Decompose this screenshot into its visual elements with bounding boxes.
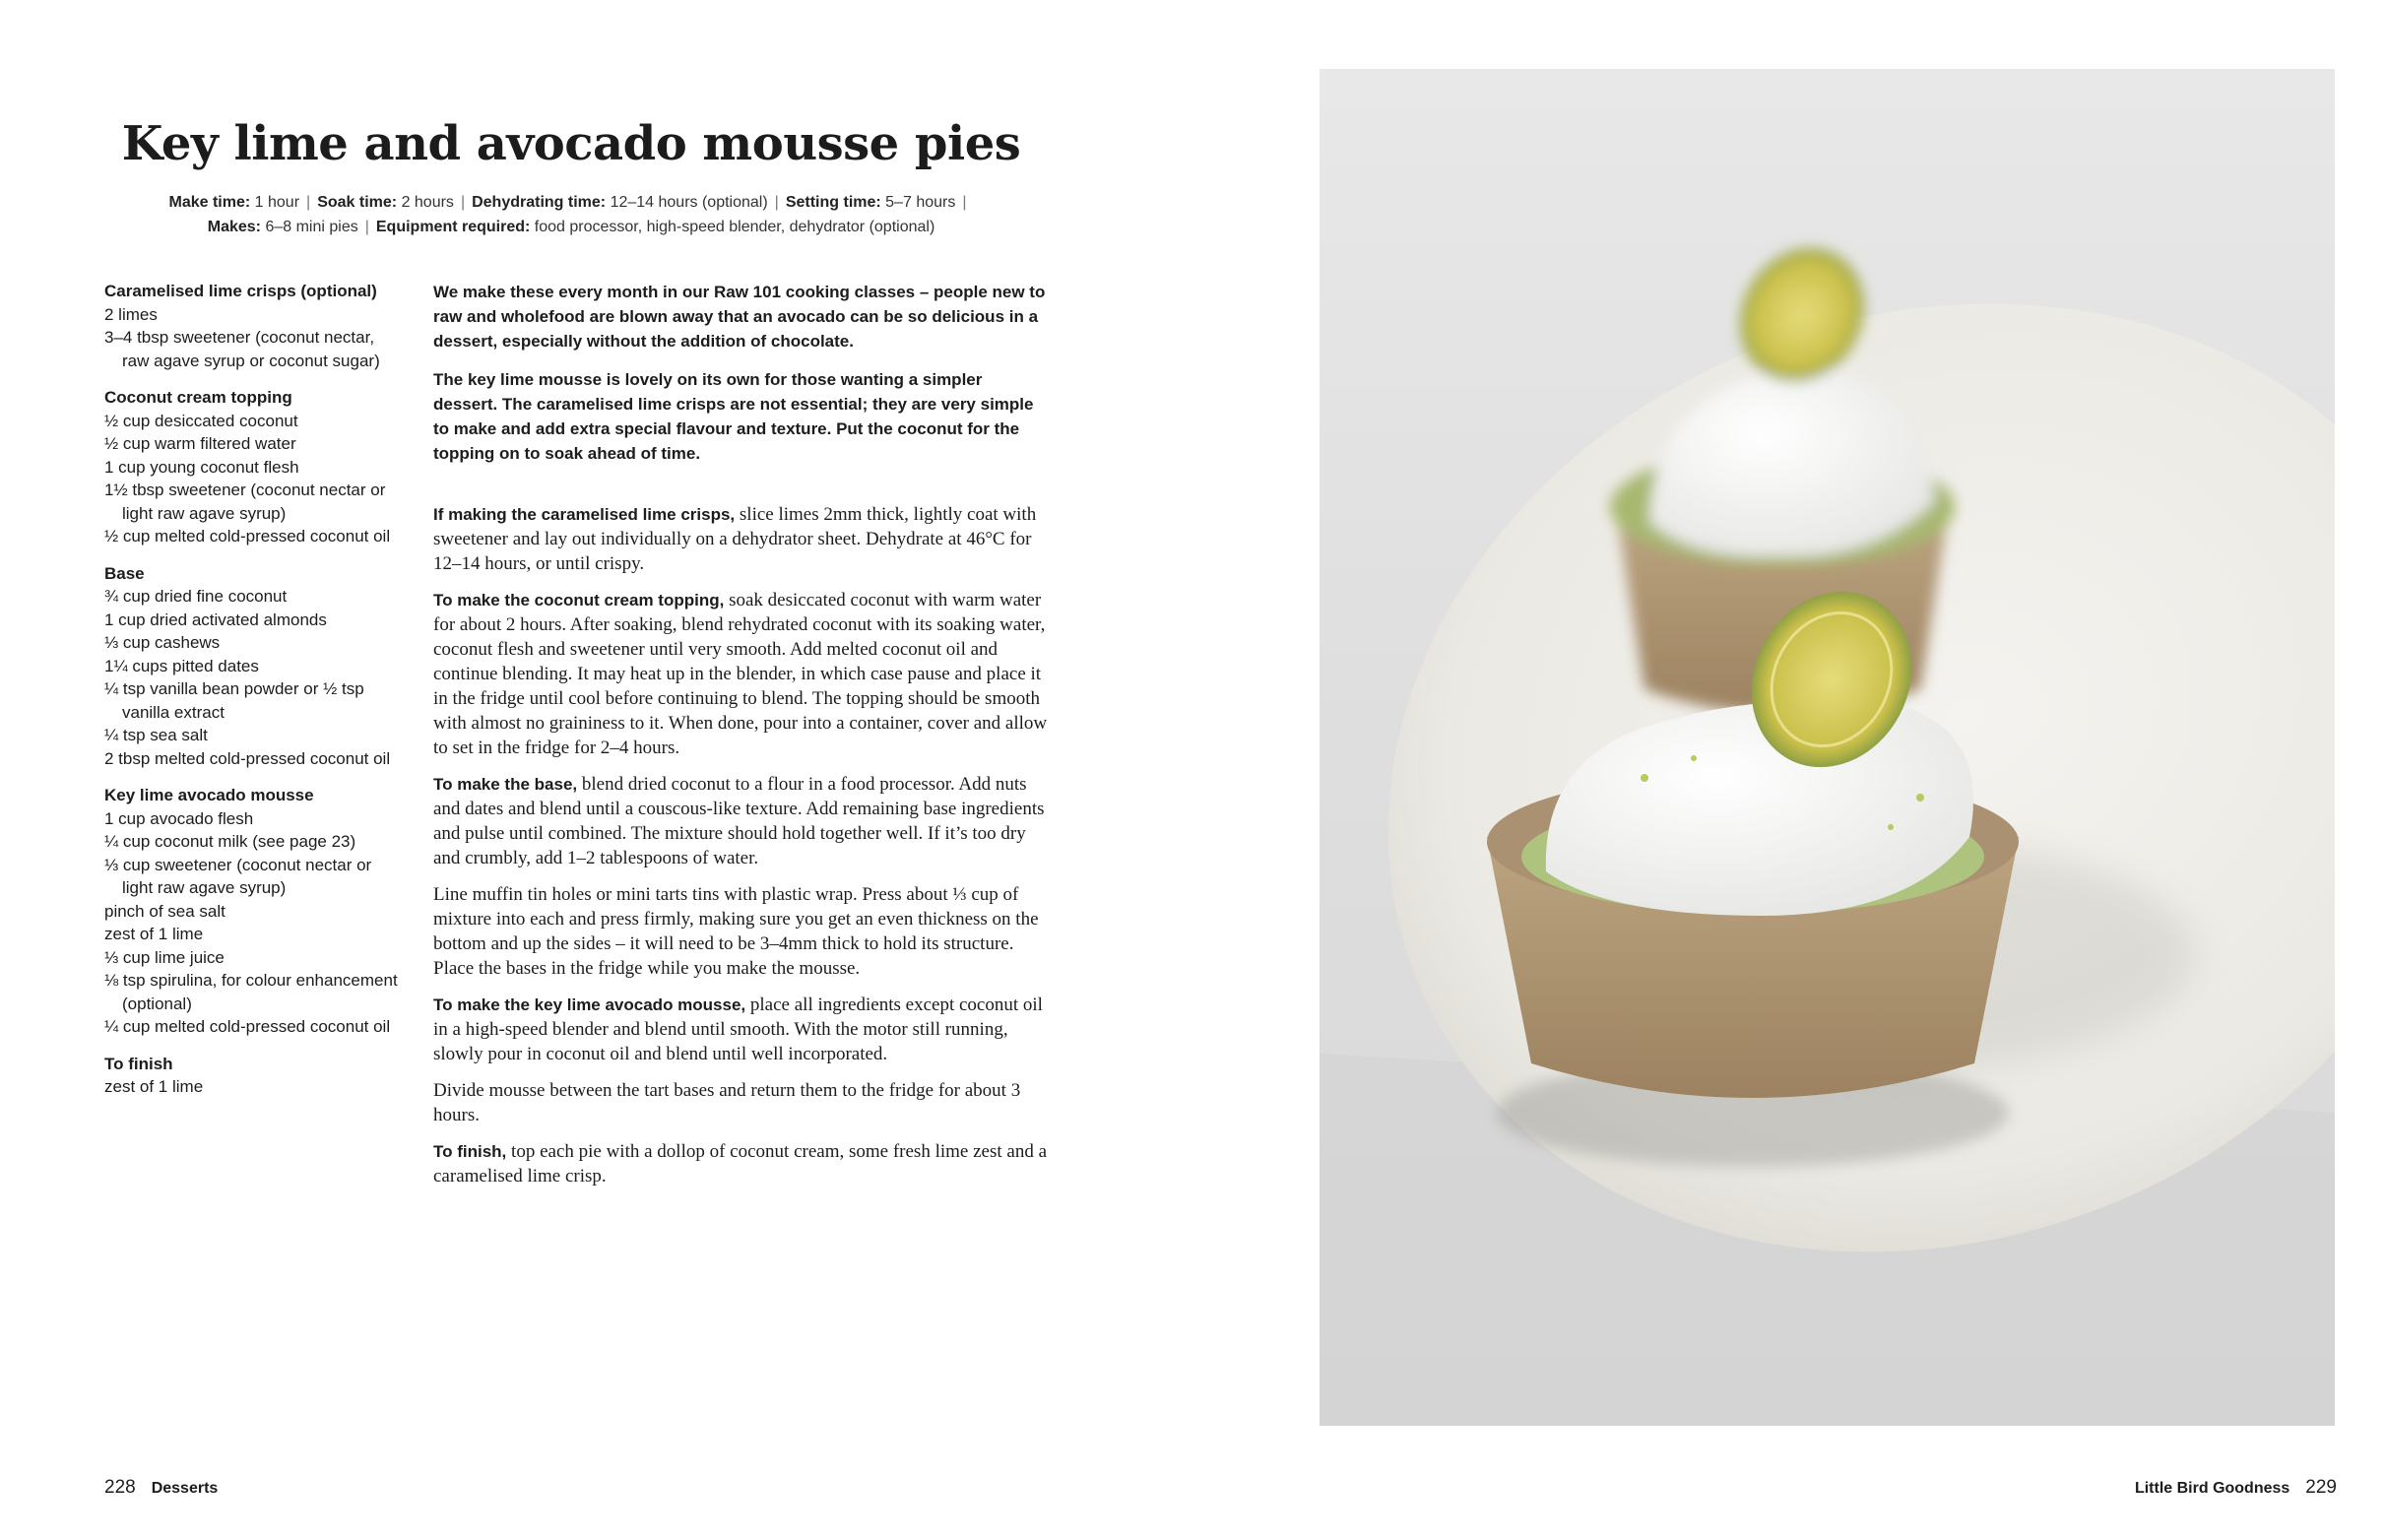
ingredient-group-heading: To finish <box>104 1054 173 1073</box>
meta-value: 1 hour <box>254 194 300 211</box>
method-step-text: top each pie with a dollop of coconut cream, some fresh lime zest and a caramelised lime crisp. <box>433 1141 1047 1187</box>
meta-value: 12–14 hours (optional) <box>610 194 768 211</box>
meta-label: Equipment required: <box>375 219 531 235</box>
footer-left <box>104 1477 218 1499</box>
meta-label: Dehydrating time: <box>472 194 607 211</box>
ingredient-item: ⅛ tsp spirulina, for colour enhancement (optional) <box>104 971 398 1013</box>
meta-separator: | <box>962 194 967 211</box>
ingredient-group <box>104 280 400 372</box>
ingredient-item: ½ cup desiccated coconut <box>104 411 298 430</box>
ingredient-item: ¼ tsp vanilla bean powder or ½ tsp vanilla extract <box>104 679 364 722</box>
method-step-lead: To make the coconut cream topping, <box>433 591 725 610</box>
method-step <box>433 1139 1049 1188</box>
meta-separator: | <box>306 194 311 211</box>
ingredient-item: 1 cup young coconut flesh <box>104 457 299 477</box>
method-step <box>433 1078 1049 1127</box>
ingredient-item: zest of 1 lime <box>104 1077 204 1096</box>
method-step-text: place all ingredients except coconut oil in a high-speed blender and blend until smooth. With the motor still running, slowly pour in coconut oil and blend until well incorporated. <box>433 995 1043 1064</box>
ingredients-list <box>104 280 400 1113</box>
footer-right <box>2135 1477 2337 1499</box>
meta-label: Setting time: <box>785 194 881 211</box>
recipe-meta <box>79 190 1063 239</box>
method-step <box>433 882 1049 981</box>
method-step-lead: To make the key lime avocado mousse, <box>433 995 746 1014</box>
ingredient-item: 1 cup avocado flesh <box>104 808 254 828</box>
intro-paragraph: The key lime mousse is lovely on its own for those wanting a simpler dessert. The caramelised lime crisps are not essential; they are very simple to make and add extra special flavour and texture. Put the coconut for the topping on to soak ahead of time. <box>433 370 1034 463</box>
ingredient-item: ¼ cup melted cold-pressed coconut oil <box>104 1017 391 1036</box>
dessert-photo <box>1320 69 2335 1426</box>
method-step-text: soak desiccated coconut with warm water for about 2 hours. After soaking, blend rehydrated coconut with its soaking water, coconut flesh and sweetener until very smooth. Add melted coconut oil and continue blending. It may heat up in the blender, in which case pause and place it in the fridge until cool before continuing to blend. The topping should be smooth with almost no graininess to it. When done, pour into a container, cover and allow to set in the fridge for 2–4 hours. <box>433 590 1048 758</box>
method-step-lead: To finish, <box>433 1142 507 1161</box>
meta-value: 6–8 mini pies <box>265 219 358 235</box>
ingredient-item: ¼ tsp sea salt <box>104 726 208 744</box>
meta-line-2 <box>79 215 1063 239</box>
ingredient-item: ¾ cup dried fine coconut <box>104 587 288 606</box>
ingredient-item: ¼ cup coconut milk (see page 23) <box>104 832 356 851</box>
section-name-left: Desserts <box>151 1480 219 1497</box>
ingredient-item: ½ cup warm filtered water <box>104 434 296 453</box>
ingredient-item: ½ cup melted cold-pressed coconut oil <box>104 527 391 545</box>
method-step-lead: To make the base, <box>433 775 578 794</box>
ingredient-group-heading: Key lime avocado mousse <box>104 786 314 804</box>
ingredient-item: 1¼ cups pitted dates <box>104 656 259 675</box>
method-step-text: blend dried coconut to a flour in a food processor. Add nuts and dates and blend until a couscous-like texture. Add remaining base ingredients and pulse until combined. The mixture should hold together well. If it’s too dry and crumbly, add 1–2 tablespoons of water. <box>433 774 1045 868</box>
method-step-lead: If making the caramelised lime crisps, <box>433 505 736 524</box>
ingredient-item: pinch of sea salt <box>104 901 226 921</box>
meta-value: 5–7 hours <box>885 194 956 211</box>
ingredient-group <box>104 562 400 771</box>
ingredient-group <box>104 386 400 548</box>
meta-line-1 <box>79 190 1063 215</box>
meta-label: Soak time: <box>317 194 398 211</box>
ingredient-group-heading: Base <box>104 563 145 583</box>
method-step <box>433 502 1049 576</box>
meta-separator: | <box>460 194 466 211</box>
ingredient-item: 1 cup dried activated almonds <box>104 610 327 629</box>
recipe-title: Key lime and avocado mousse pies <box>121 116 1021 171</box>
meta-value: 2 hours <box>401 194 454 211</box>
ingredient-group <box>104 784 400 1039</box>
meta-label: Make time: <box>168 194 251 211</box>
ingredient-group-heading: Coconut cream topping <box>104 388 292 407</box>
ingredient-item: 2 limes <box>104 304 158 324</box>
page-number-right: 229 <box>2305 1477 2337 1498</box>
ingredient-item: 1½ tbsp sweetener (coconut nectar or light raw agave syrup) <box>104 481 386 523</box>
meta-separator: | <box>774 194 779 211</box>
ingredient-group <box>104 1053 400 1099</box>
method-step-text: Divide mousse between the tart bases and return them to the fridge for about 3 hours. <box>433 1080 1021 1125</box>
method-step-text: Line muffin tin holes or mini tarts tins with plastic wrap. Press about ⅓ cup of mixture into each and press firmly, making sure you get an even thickness on the bottom and up the sides – it will need to be 3–4mm thick to hold its structure. Place the bases in the fridge while you make the mousse. <box>433 884 1039 979</box>
ingredient-group-heading: Caramelised lime crisps (optional) <box>104 282 377 300</box>
page-number-left: 228 <box>104 1477 136 1498</box>
ingredient-item: ⅓ cup lime juice <box>104 947 225 967</box>
method-step-text: slice limes 2mm thick, lightly coat with sweetener and lay out individually on a dehydrator sheet. Dehydrate at 46°C for 12–14 hours, or until crispy. <box>433 504 1037 574</box>
method-step <box>433 772 1049 870</box>
section-name-right: Little Bird Goodness <box>2134 1480 2290 1497</box>
method-steps <box>433 502 1049 1200</box>
ingredient-item: ⅓ cup sweetener (coconut nectar or light raw agave syrup) <box>104 855 372 897</box>
intro-paragraph: We make these every month in our Raw 101 cooking classes – people new to raw and wholefood are blown away that an avocado can be so delicious in a dessert, especially without the addition of chocolate. <box>433 283 1046 351</box>
meta-separator: | <box>364 219 369 235</box>
ingredient-item: 3–4 tbsp sweetener (coconut nectar, raw agave syrup or coconut sugar) <box>104 328 380 370</box>
ingredient-item: ⅓ cup cashews <box>104 633 221 652</box>
recipe-intro <box>433 280 1049 480</box>
method-step <box>433 588 1049 760</box>
ingredient-item: zest of 1 lime <box>104 925 204 943</box>
meta-label: Makes: <box>207 219 261 235</box>
method-step <box>433 993 1049 1066</box>
meta-value: food processor, high-speed blender, dehydrator (optional) <box>534 219 935 235</box>
ingredient-item: 2 tbsp melted cold-pressed coconut oil <box>104 748 391 768</box>
